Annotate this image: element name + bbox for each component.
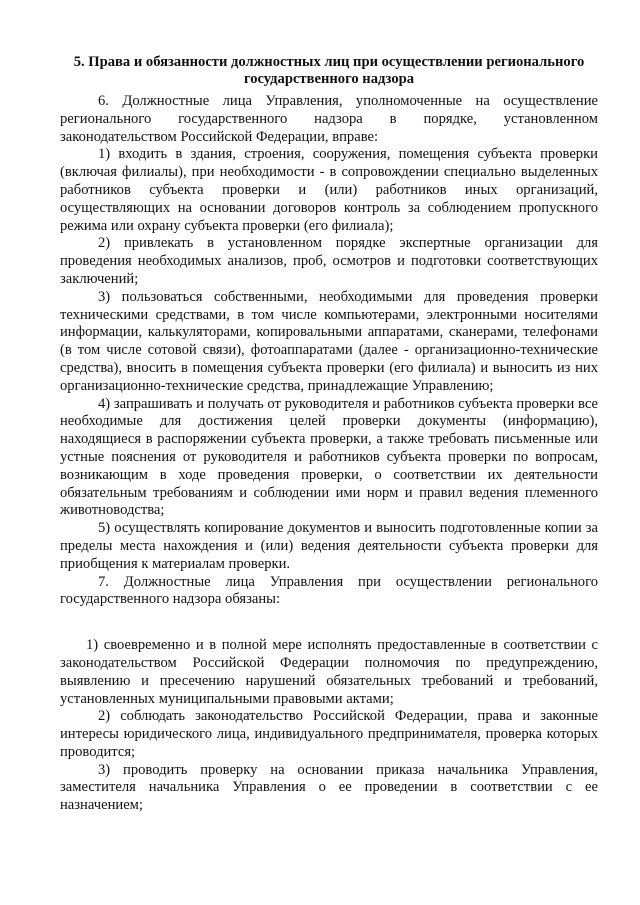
paragraph-7: 7. Должностные лица Управления при осуществлении регионального государственного надзора обязаны: <box>60 573 598 608</box>
paragraph-6: 6. Должностные лица Управления, уполномоченные на осуществление регионального государственного надзора в порядке, установленном законодательством Российской Федерации, вправе: <box>60 93 598 145</box>
paragraph-7-item-2: 2) соблюдать законодательство Российской Федерации, права и законные интересы юридического лица, индивидуального предпринимателя, проверка которых проводится; <box>60 708 598 760</box>
paragraph-6-item-1: 1) входить в здания, строения, сооружения, помещения субъекта проверки (включая филиалы), при необходимости - в сопровождении специально выделенных работников субъекта проверки и (или) работников иных организаций, осуществляющих на основании договоров контроль за соблюдением пропускного режима или охрану субъекта проверки (его филиала); <box>60 146 598 234</box>
paragraph-6-item-3: 3) пользоваться собственными, необходимыми для проведения проверки техническими средствами, в том числе компьютерами, электронными носителями информации, калькуляторами, копировальными аппаратами, сканерами, телефонами (в том числе сотовой связи), фотоаппаратами (далее - организационно-технические средства), вносить в помещения субъекта проверки (его филиала) и выносить из них организационно-технические средства, принадлежащие Управлению; <box>60 288 598 394</box>
blank-gap <box>60 609 598 637</box>
paragraph-6-item-4: 4) запрашивать и получать от руководителя и работников субъекта проверки все необходимые для достижения целей проверки документы (информацию), находящиеся в распоряжении субъекта проверки, а также требовать письменные или устные пояснения от руководителя и работников субъекта проверки по вопросам, возникающим в ходе проведения проверки, о соответствии их деятельности обязательным требованиям и соблюдении ими норм и правил ведения племенного животноводства; <box>60 395 598 519</box>
paragraph-6-item-2: 2) привлекать в установленном порядке экспертные организации для проведения необходимых анализов, проб, осмотров и подготовки соответствующих заключений; <box>60 235 598 287</box>
paragraph-6-item-5: 5) осуществлять копирование документов и выносить подготовленные копии за пределы места нахождения и (или) ведения деятельности субъекта проверки для приобщения к материалам проверки. <box>60 520 598 572</box>
paragraph-7-item-3: 3) проводить проверку на основании приказа начальника Управления, заместителя начальника Управления о ее проведении в соответствии с ее назначением; <box>60 761 598 814</box>
paragraph-7-item-1: 1) своевременно и в полной мере исполнять предоставленные в соответствии с законодательством Российской Федерации полномочия по предупреждению, выявлению и пресечению нарушений обязательных требований и требований, установленных муниципальными правовыми актами; <box>60 637 598 707</box>
document-page <box>60 54 598 815</box>
section-title: 5. Права и обязанности должностных лиц при осуществлении регионального государственного надзора <box>73 54 585 87</box>
